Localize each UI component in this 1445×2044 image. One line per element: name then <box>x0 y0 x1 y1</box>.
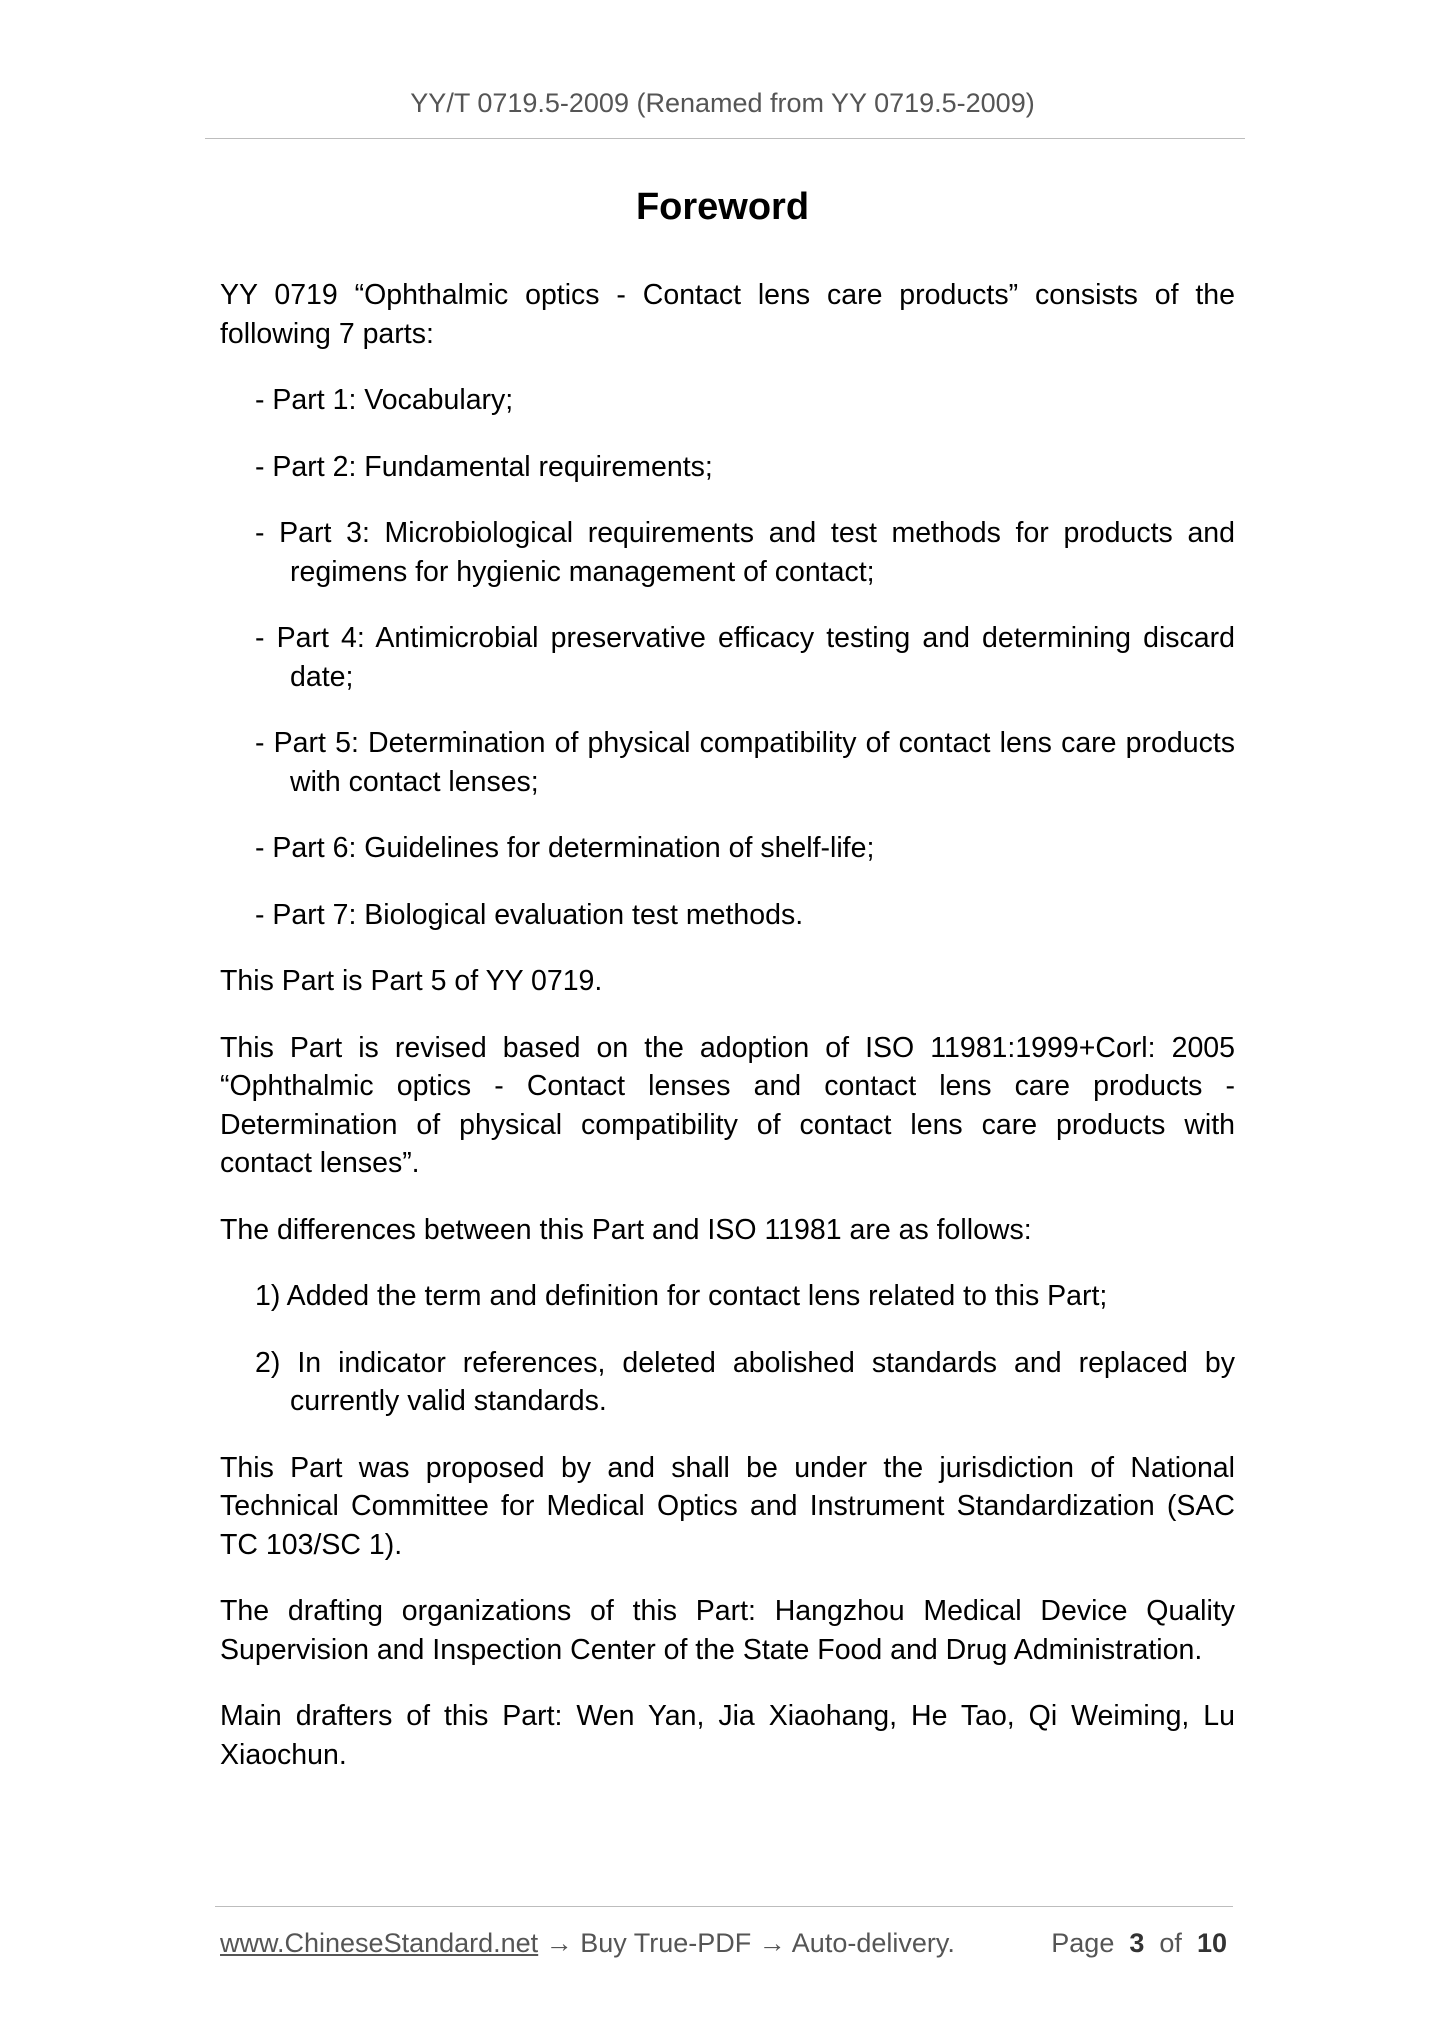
header-divider <box>205 138 1245 139</box>
drafting-orgs-paragraph: The drafting organizations of this Part: Hangzhou Medical Device Quality Supervision and Inspection Center of the State Food and Drug Administration. <box>220 1595 1235 1666</box>
this-part-paragraph: This Part is Part 5 of YY 0719. <box>220 965 603 997</box>
page-total: 10 <box>1196 1928 1227 1958</box>
list-item: - Part 3: Microbiological requirements and test methods for products and regimens for hygienic management of contact; <box>255 517 1235 588</box>
list-item: - Part 6: Guidelines for determination of shelf-life; <box>255 832 875 864</box>
revision-paragraph: This Part is revised based on the adoption of ISO 11981:1999+Corl: 2005 “Ophthalmic optics - Contact lenses and contact lens care products - Determination of physical compatibility of contact lens care products with contact lenses”. <box>220 1031 1235 1179</box>
page-current: 3 <box>1129 1928 1145 1958</box>
differences-paragraph: The differences between this Part and ISO 11981 are as follows: <box>220 1213 1032 1246</box>
differences-list <box>220 1277 1235 1421</box>
list-item: - Part 4: Antimicrobial preservative efficacy testing and determining discard date; <box>255 622 1235 693</box>
list-item: - Part 2: Fundamental requirements; <box>255 450 713 483</box>
page-number <box>1051 1928 1227 1959</box>
page-footer <box>220 1928 1235 1959</box>
page-title: Foreword <box>635 186 810 228</box>
list-item: 1) Added the term and definition for contact lens related to this Part; <box>255 1280 1108 1312</box>
list-item: 2) In indicator references, deleted abolished standards and replaced by currently valid standards. <box>255 1346 1235 1417</box>
list-item: - Part 1: Vocabulary; <box>255 384 514 416</box>
website-link[interactable]: www.ChineseStandard.net <box>220 1928 539 1958</box>
buy-text: Buy True-PDF <box>580 1928 752 1958</box>
parts-list <box>220 381 1235 934</box>
footer-divider <box>215 1906 1233 1907</box>
page-of: of <box>1159 1928 1182 1958</box>
jurisdiction-paragraph: This Part was proposed by and shall be under the jurisdiction of National Technical Committee for Medical Optics and Instrument Standardization (SAC TC 103/SC 1). <box>220 1451 1235 1561</box>
page-label: Page <box>1051 1928 1115 1958</box>
running-header: YY/T 0719.5-2009 (Renamed from YY 0719.5-2009) <box>410 88 1035 118</box>
list-item: - Part 5: Determination of physical compatibility of contact lens care products with contact lenses; <box>255 727 1235 798</box>
intro-paragraph: YY 0719 “Ophthalmic optics - Contact lens care products” consists of the following 7 parts: <box>220 279 1235 350</box>
arrow-right-icon: → <box>758 1928 786 1958</box>
delivery-text: Auto-delivery. <box>791 1928 955 1958</box>
document-body <box>220 276 1235 1802</box>
arrow-right-icon: → <box>545 1928 573 1958</box>
drafters-paragraph: Main drafters of this Part: Wen Yan, Jia Xiaohang, He Tao, Qi Weiming, Lu Xiaochun. <box>220 1700 1235 1771</box>
list-item: - Part 7: Biological evaluation test methods. <box>255 898 804 931</box>
